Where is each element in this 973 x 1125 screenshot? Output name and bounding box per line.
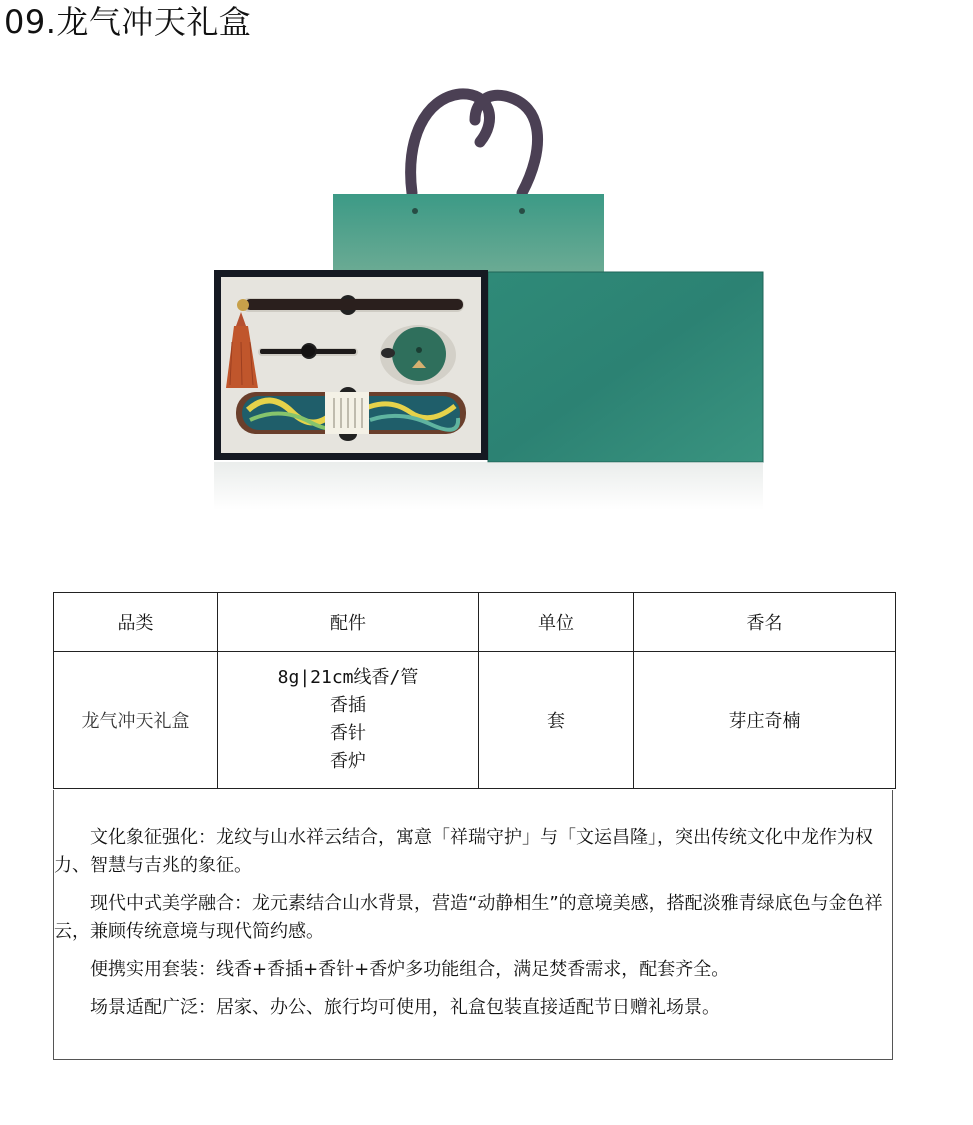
- accessory-item: 香针: [330, 723, 366, 744]
- gift-box-photo: [200, 80, 780, 520]
- cell-unit: 套: [479, 652, 634, 789]
- description-paragraph: 便携实用套装：线香+香插+香针+香炉多功能组合，满足焚香需求，配套齐全。: [90, 959, 730, 980]
- incense-tube: [245, 299, 463, 310]
- header-unit: 单位: [479, 593, 634, 652]
- header-incense-name: 香名: [634, 593, 896, 652]
- cell-category: 龙气冲天礼盒: [54, 652, 218, 789]
- accessory-item: 8g|21cm线香/管: [277, 667, 419, 688]
- spec-table: [53, 592, 896, 789]
- table-header-row: [54, 593, 896, 652]
- box-lid: [488, 272, 763, 462]
- description-box: [53, 790, 893, 1060]
- gift-bag: [333, 194, 604, 274]
- description-paragraph: 文化象征强化：龙纹与山水祥云结合，寓意「祥瑞守护」与「文运昌隆」，突出传统文化中龙作为权力、智慧与吉兆的象征。: [54, 827, 873, 876]
- landscape-tray: [236, 392, 466, 434]
- table-row: [54, 652, 896, 789]
- page-title: 09.龙气冲天礼盒: [4, 3, 252, 41]
- description-paragraph: 现代中式美学融合：龙元素结合山水背景，营造“动静相生”的意境美感，搭配淡雅青绿底色与金色祥云，兼顾传统意境与现代简约感。: [54, 893, 883, 942]
- header-accessories: 配件: [218, 593, 479, 652]
- accessory-item: 香炉: [330, 751, 366, 772]
- header-category: 品类: [54, 593, 218, 652]
- cell-accessories: [218, 652, 479, 789]
- cell-incense-name: 芽庄奇楠: [634, 652, 896, 789]
- description-paragraph: 场景适配广泛：居家、办公、旅行均可使用，礼盒包装直接适配节日赠礼场景。: [90, 997, 720, 1018]
- incense-burner: [380, 325, 456, 385]
- bag-handle: [411, 94, 538, 193]
- accessory-item: 香插: [330, 695, 366, 716]
